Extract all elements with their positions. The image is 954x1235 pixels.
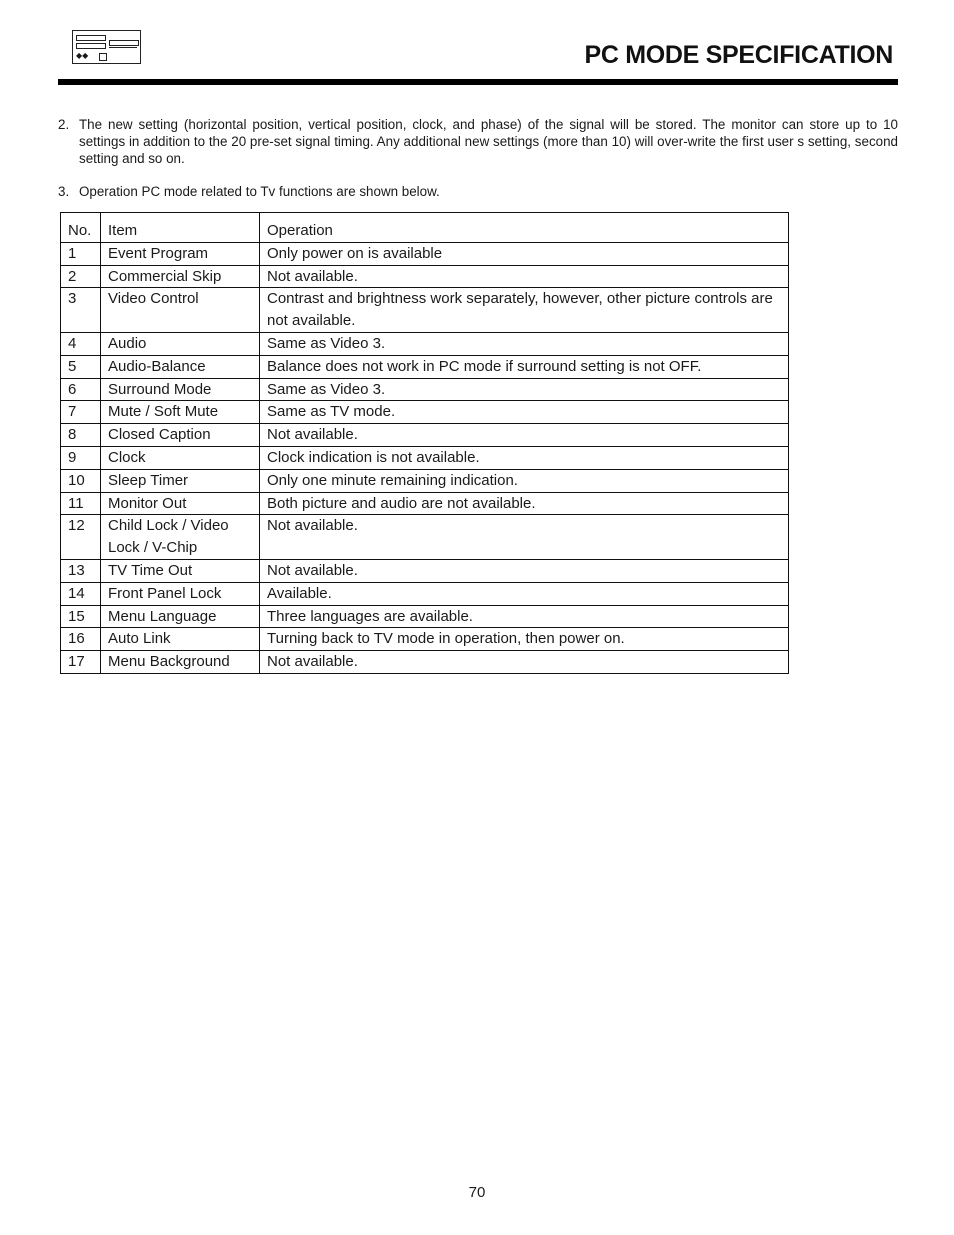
cell-item: Event Program — [101, 242, 260, 265]
cell-item: Commercial Skip — [101, 265, 260, 288]
cell-item: Menu Background — [101, 651, 260, 674]
cell-operation: Only power on is available — [260, 242, 789, 265]
cell-operation: Not available. — [260, 424, 789, 447]
cell-no: 4 — [61, 332, 101, 355]
cell-no: 11 — [61, 492, 101, 515]
cell-operation: Available. — [260, 582, 789, 605]
cell-operation: Contrast and brightness work separately, however, other picture controls are not available. — [260, 288, 789, 333]
cell-operation: Same as Video 3. — [260, 332, 789, 355]
table-row — [61, 242, 789, 265]
cell-no: 9 — [61, 446, 101, 469]
cell-no: 6 — [61, 378, 101, 401]
logo-line — [109, 47, 137, 48]
note-number: 2. — [58, 117, 70, 132]
table-row — [61, 378, 789, 401]
cell-operation: Three languages are available. — [260, 605, 789, 628]
cell-item: Surround Mode — [101, 378, 260, 401]
table-row — [61, 515, 789, 560]
note-text: Operation PC mode related to Tv functions are shown below. — [79, 184, 440, 199]
cell-item: TV Time Out — [101, 559, 260, 582]
cell-item: Clock — [101, 446, 260, 469]
cell-no: 15 — [61, 605, 101, 628]
cell-operation: Not available. — [260, 559, 789, 582]
cell-operation: Only one minute remaining indication. — [260, 469, 789, 492]
table-row — [61, 469, 789, 492]
cell-no: 2 — [61, 265, 101, 288]
cell-item: Sleep Timer — [101, 469, 260, 492]
cell-operation: Clock indication is not available. — [260, 446, 789, 469]
cell-no: 12 — [61, 515, 101, 560]
cell-item: Front Panel Lock — [101, 582, 260, 605]
cell-operation: Balance does not work in PC mode if surround setting is not OFF. — [260, 355, 789, 378]
cell-no: 13 — [61, 559, 101, 582]
note-number: 3. — [58, 184, 70, 199]
cell-item: Video Control — [101, 288, 260, 333]
table-row — [61, 401, 789, 424]
cell-item: Child Lock / Video Lock / V-Chip — [101, 515, 260, 560]
cell-no: 3 — [61, 288, 101, 333]
cell-no: 8 — [61, 424, 101, 447]
table-header-row — [61, 213, 789, 243]
logo-slot — [76, 35, 106, 41]
cell-no: 7 — [61, 401, 101, 424]
cell-no: 1 — [61, 242, 101, 265]
header-operation: Operation — [260, 213, 789, 243]
cell-no: 16 — [61, 628, 101, 651]
cell-no: 5 — [61, 355, 101, 378]
cell-item: Auto Link — [101, 628, 260, 651]
table-row — [61, 446, 789, 469]
logo-arrows: ◆◆ — [76, 51, 89, 60]
cell-operation: Not available. — [260, 651, 789, 674]
cell-operation: Not available. — [260, 515, 789, 560]
header-rule — [58, 79, 898, 85]
table-row — [61, 492, 789, 515]
cell-operation: Not available. — [260, 265, 789, 288]
cell-operation: Both picture and audio are not available. — [260, 492, 789, 515]
table-row — [61, 355, 789, 378]
tv-device-icon — [72, 30, 141, 64]
table-row — [61, 628, 789, 651]
logo-slot — [109, 40, 139, 46]
cell-operation: Same as TV mode. — [260, 401, 789, 424]
cell-item: Closed Caption — [101, 424, 260, 447]
logo-square — [99, 53, 107, 61]
table-row — [61, 424, 789, 447]
cell-no: 17 — [61, 651, 101, 674]
cell-operation: Same as Video 3. — [260, 378, 789, 401]
cell-item: Audio-Balance — [101, 355, 260, 378]
cell-no: 10 — [61, 469, 101, 492]
note-text: The new setting (horizontal position, vertical position, clock, and phase) of the signal will be stored. The monitor can store up to 10 settings in addition to the 20 pre-set signal timing. Any additional new settings (more than 10) will over-write the first user s setting, second setting and so on. — [79, 117, 898, 166]
cell-item: Menu Language — [101, 605, 260, 628]
pc-mode-operation-table — [60, 212, 789, 674]
note-item — [58, 116, 898, 167]
table-row — [61, 582, 789, 605]
note-item — [58, 183, 898, 200]
table-row — [61, 265, 789, 288]
cell-operation: Turning back to TV mode in operation, then power on. — [260, 628, 789, 651]
cell-item: Monitor Out — [101, 492, 260, 515]
table-row — [61, 288, 789, 333]
cell-item: Audio — [101, 332, 260, 355]
header-no: No. — [61, 213, 101, 243]
cell-item: Mute / Soft Mute — [101, 401, 260, 424]
cell-no: 14 — [61, 582, 101, 605]
table-row — [61, 559, 789, 582]
logo-slot — [76, 43, 106, 49]
header-item: Item — [101, 213, 260, 243]
table-row — [61, 605, 789, 628]
table-row — [61, 651, 789, 674]
page-number: 70 — [468, 1184, 486, 1201]
table-row — [61, 332, 789, 355]
page-title: PC MODE SPECIFICATION — [584, 41, 893, 69]
